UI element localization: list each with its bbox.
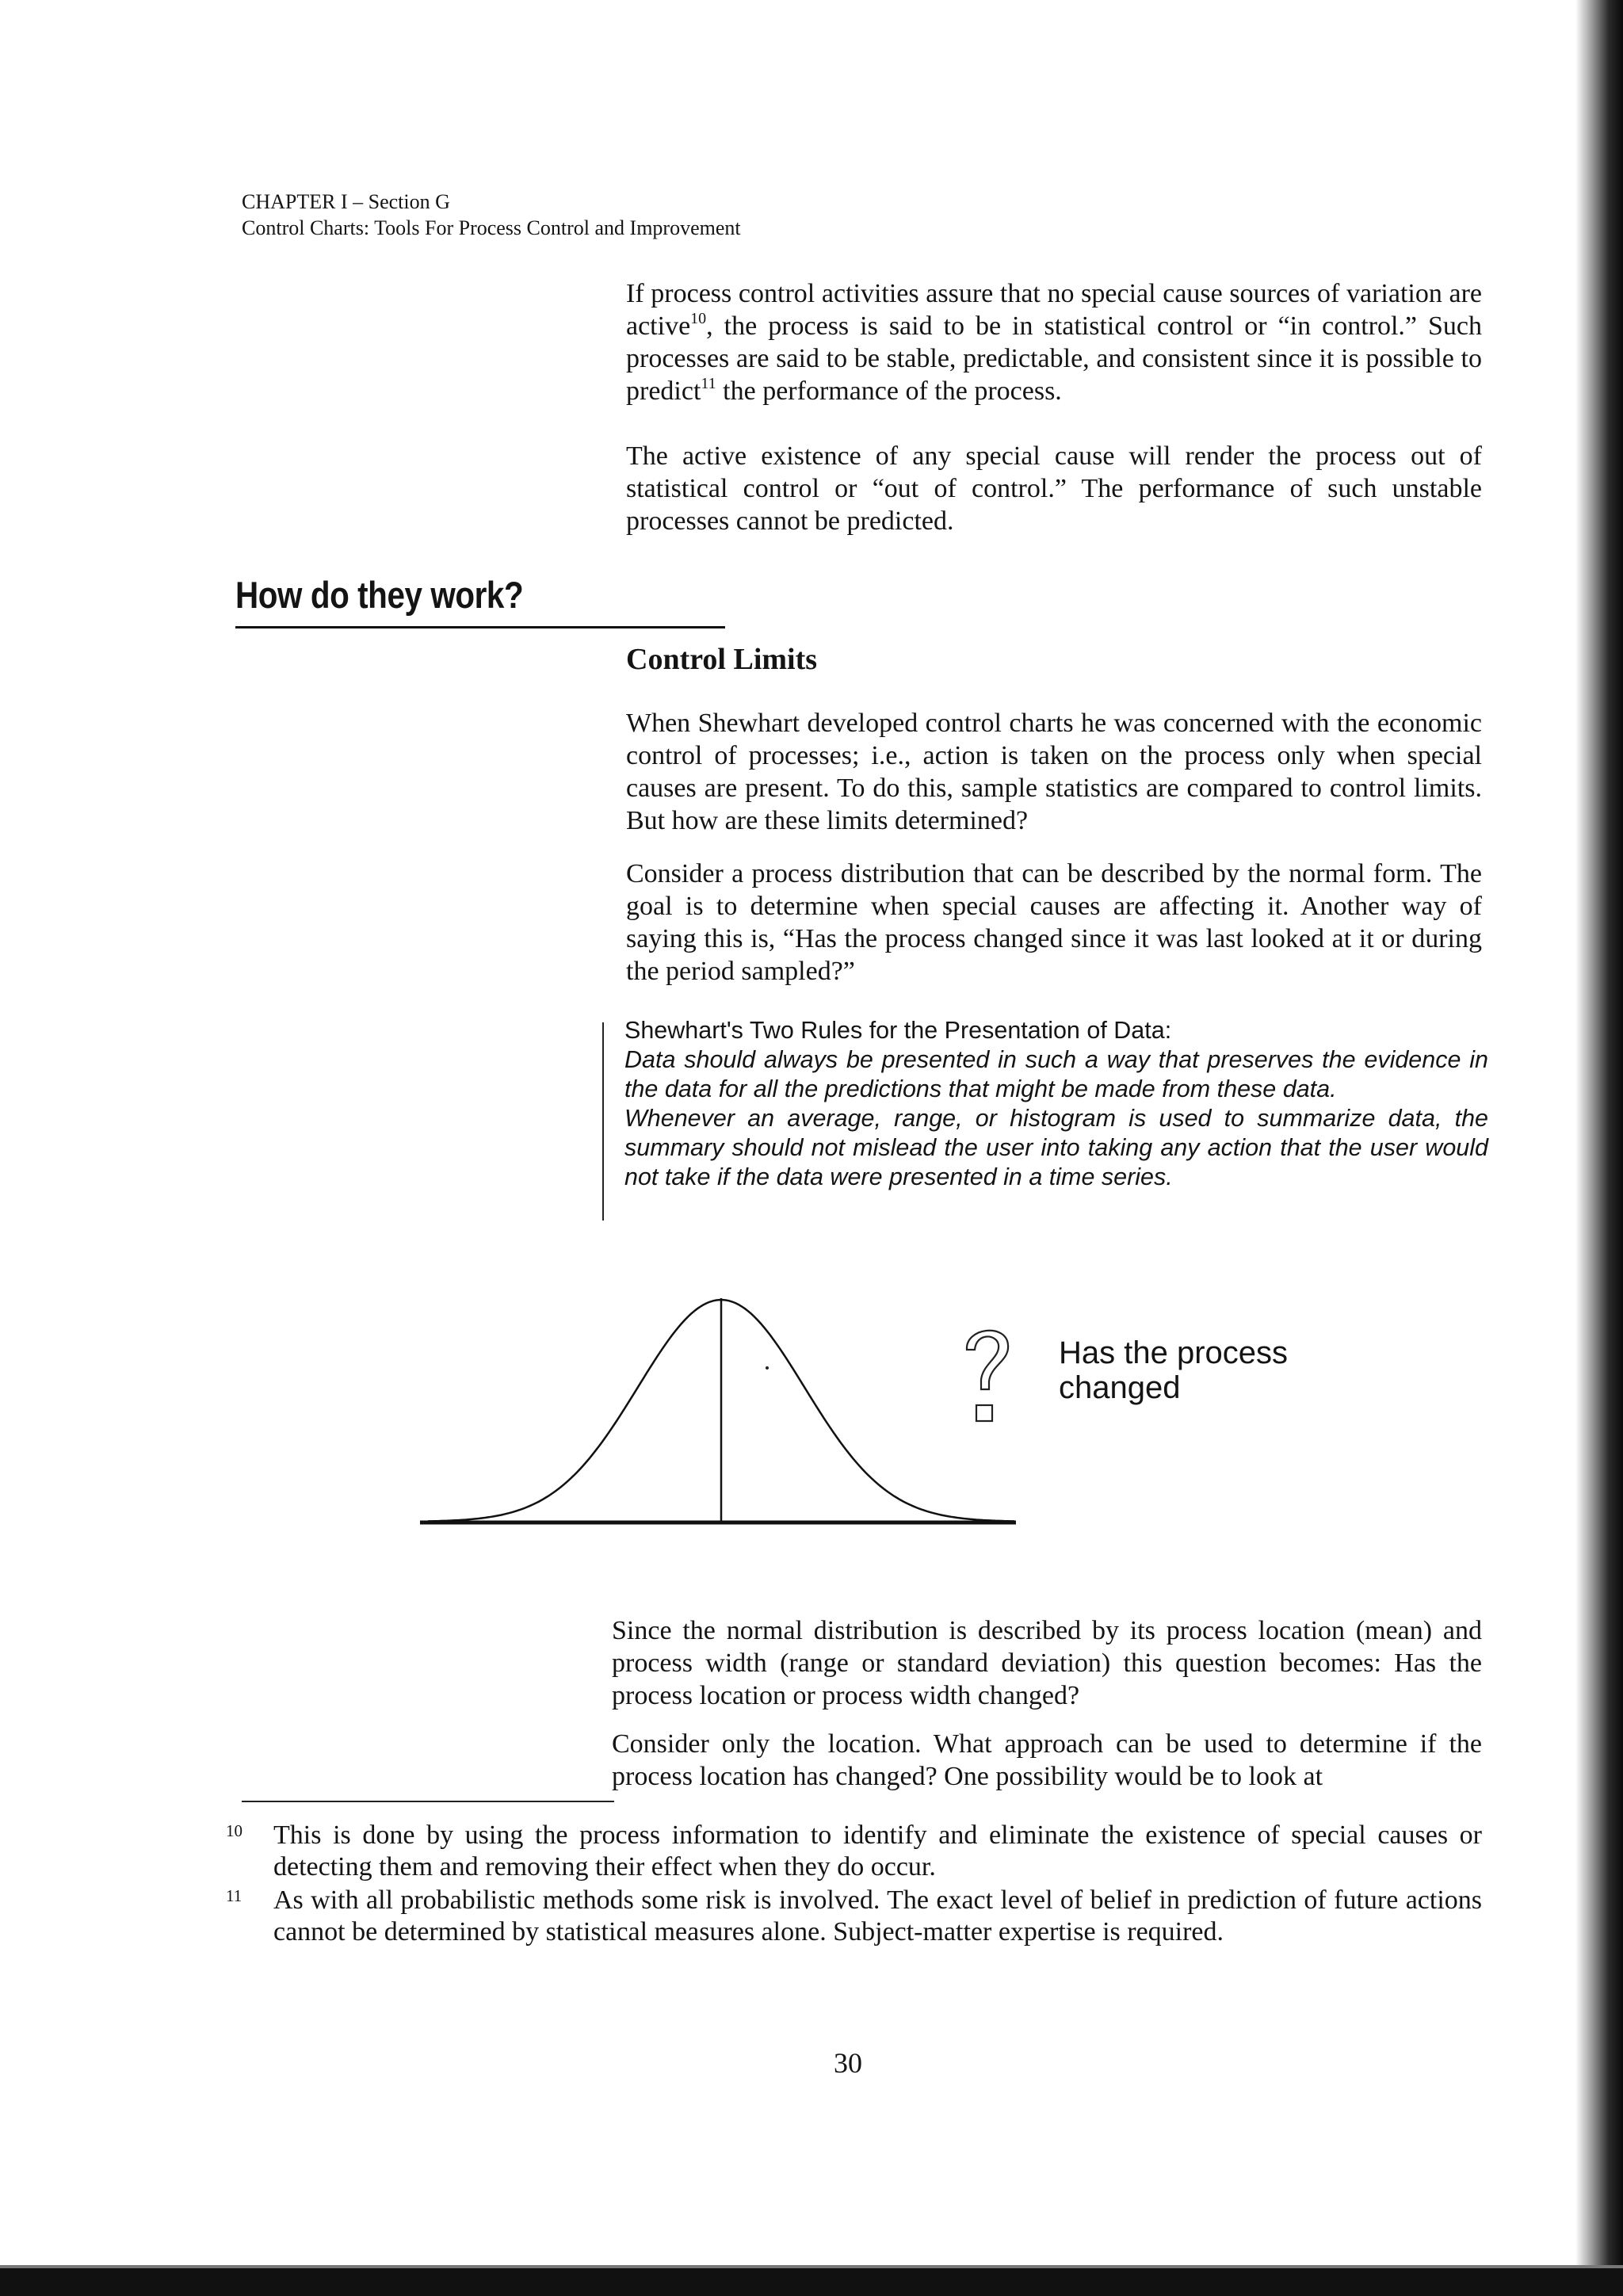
rules-title: Shewhart's Two Rules for the Presentation of Data: [624, 1017, 1172, 1044]
paragraph-out-of-control [626, 440, 1482, 537]
footnote-text: As with all probabilistic methods some risk is involved. The exact level of belief in prediction of future actions cannot be determined by statistical measures alone. Subject-matter expertise is required. [273, 1885, 1482, 1946]
scan-bottom-band [0, 2260, 1623, 2296]
paragraph-shewhart [626, 707, 1482, 837]
footnote-separator [242, 1801, 614, 1802]
para1-text-b: , the process is said to be in statistical control or “in control.” Such processes are said to be stable, predictable, and consistent since it is possible to predict [626, 311, 1482, 406]
rule-one: Data should always be presented in such a way that preserves the evidence in the data for all the predictions that might be made from these data. [624, 1046, 1488, 1102]
para1-text-a: If process control activities assure that no special cause sources of variation are active [626, 279, 1482, 341]
para3-text: When Shewhart developed control charts he was concerned with the economic control of processes; i.e., action is taken on the process only when special causes are present. To do this, sample statistics are compared to control limits. But how are these limits determined? [626, 709, 1482, 835]
para6-text: Consider only the location. What approach can be used to determine if the process location has changed? One possibility would be to look at [612, 1729, 1482, 1791]
subsection-heading: Control Limits [626, 643, 818, 676]
caption-line-1: Has the process [1059, 1335, 1289, 1370]
question-mark-icon [959, 1320, 1014, 1427]
chapter-label: CHAPTER I – Section G [242, 190, 450, 213]
question-mark-outline [967, 1331, 1008, 1389]
para1-text-c: the performance of the process. [716, 376, 1062, 406]
footnote-number: 11 [226, 1886, 242, 1905]
paragraph-location-only [612, 1728, 1482, 1793]
stray-dot [766, 1366, 769, 1370]
footnote-ref-10[interactable]: 10 [690, 310, 707, 327]
section-heading: How do they work? [235, 574, 524, 616]
footnote-text: This is done by using the process information to identify and eliminate the existence of special causes or detecting them and removing their effect when they do occur. [273, 1820, 1482, 1881]
para5-text: Since the normal distribution is described by its process location (mean) and process width (range or standard deviation) this question becomes: Has the process location or process width changed? [612, 1616, 1482, 1710]
paragraph-in-control [626, 277, 1482, 407]
caption-line-2: changed [1059, 1370, 1181, 1405]
paragraph-location-width [612, 1614, 1482, 1712]
footnote-number: 10 [226, 1821, 242, 1840]
heading-underline [235, 626, 725, 628]
running-header [242, 189, 1193, 241]
rules-text [624, 1016, 1488, 1192]
figure-caption [1059, 1335, 1288, 1405]
callout-left-bar [602, 1022, 604, 1221]
footnote-ref-11[interactable]: 11 [701, 375, 716, 392]
rule-two: Whenever an average, range, or histogram is used to summarize data, the summary should not mislead the user into taking any action that the user would not take if the data were presented in a time series. [624, 1105, 1488, 1190]
para4-text: Consider a process distribution that can be described by the normal form. The goal is to determine when special causes are affecting it. Another way of saying this is, “Has the process changed since it was last looked at it or during the period sampled?” [626, 859, 1482, 986]
para2-text: The active existence of any special cause will render the process out of statistical control or “out of control.” The performance of such unstable processes cannot be predicted. [626, 441, 1482, 536]
page-number: 30 [834, 2047, 862, 2079]
paragraph-normal-form [626, 858, 1482, 988]
question-mark-dot [976, 1405, 992, 1421]
normal-distribution-figure [412, 1292, 1022, 1530]
scan-edge-shadow [1575, 0, 1623, 2296]
shewhart-rules-callout [602, 1016, 1490, 1222]
chapter-subtitle: Control Charts: Tools For Process Control and Improvement [242, 216, 741, 239]
